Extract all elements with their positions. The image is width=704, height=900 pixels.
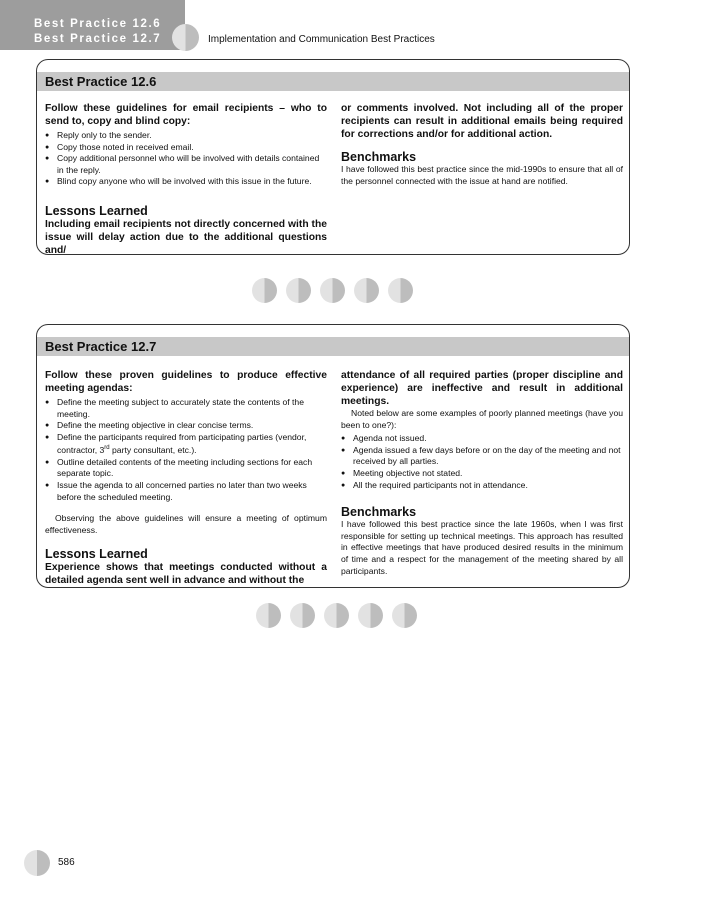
bp126-lessons-text-part-2: or comments involved. Not including all of the proper recipients can result in additional emails being required for corrections and/or for additional action.: [341, 103, 623, 140]
divider-circle-icon: [354, 278, 379, 303]
divider-circle-icon: [286, 278, 311, 303]
best-practice-12-6-box: [36, 59, 630, 255]
best-practice-12-7-box: [36, 324, 630, 588]
divider-circle-icon: [358, 603, 383, 628]
superscript: rd: [104, 445, 110, 452]
bp127-lessons-text-part-2: attendance of all required parties (proper discipline and experience) are ineffective and result in additional meetings.: [341, 370, 623, 407]
divider-circle-icon: [324, 603, 349, 628]
bp127-benchmarks-title: Benchmarks: [341, 505, 417, 520]
divider-circle-icon: [320, 278, 345, 303]
bp126-intro: Follow these guidelines for email recipients – who to send to, copy and blind copy:: [45, 103, 327, 127]
bullet-text: Define the participants required from participating parties (vendor, contractor, 3: [57, 431, 307, 456]
bp127-intro: Follow these proven guidelines to produce effective meeting agendas:: [45, 370, 327, 394]
bp127-left-column: [45, 369, 327, 587]
bp127-lessons-title: Lessons Learned: [45, 547, 148, 562]
section-divider: [252, 278, 413, 303]
bp126-left-column: [45, 102, 327, 257]
bullet-text: party consultant, etc.).: [109, 445, 197, 456]
header-tab-line-1: Best Practice 12.6: [34, 18, 162, 30]
bp127-benchmarks-text: I have followed this best practice since the late 1960s, when I was first responsible for setting up technical meetings. This approach has resulted in effective meetings that have produced desired results in the minimum of time and a respect for the management of the meeting shared by all participants.: [341, 519, 623, 576]
best-practice-12-7-heading: Best Practice 12.7: [37, 337, 629, 356]
list-item: ● Issue the agenda to all concerned parties no later than two weeks before the scheduled meeting.: [45, 480, 327, 503]
list-item: ● Reply only to the sender.: [45, 130, 327, 142]
bp127-examples-list: [341, 433, 623, 491]
bp126-lessons-text-part-1: Including email recipients not directly concerned with the issue will delay action due to the additional questions and/: [45, 218, 327, 256]
bp126-guideline-list: [45, 130, 327, 188]
header-circle-icon: [172, 24, 199, 51]
bp126-benchmarks-text: I have followed this best practice since the mid-1990s to ensure that all of the personnel connected with the issue at hand are notified.: [341, 164, 623, 186]
divider-circle-icon: [252, 278, 277, 303]
list-item: ● Outline detailed contents of the meeting including sections for each separate topic.: [45, 457, 327, 480]
list-item: ● Agenda not issued.: [341, 433, 623, 445]
list-item: ● Define the meeting objective in clear concise terms.: [45, 420, 327, 432]
best-practice-12-6-heading: Best Practice 12.6: [37, 72, 629, 91]
running-header-title: Implementation and Communication Best Practices: [208, 34, 435, 45]
bp127-right-column: [341, 369, 623, 577]
bp126-benchmarks-title: Benchmarks: [341, 150, 417, 164]
list-item: ● Define the meeting subject to accurately state the contents of the meeting.: [45, 397, 327, 420]
list-item: ● Blind copy anyone who will be involved with this issue in the future.: [45, 176, 327, 188]
bp126-right-column: [341, 102, 623, 187]
bp127-noted-text: Noted below are some examples of poorly planned meetings (have you been to one?):: [341, 408, 623, 430]
bp127-observing-text: Observing the above guidelines will ensure a meeting of optimum effectiveness.: [45, 513, 327, 535]
bp126-lessons-title: Lessons Learned: [45, 203, 148, 218]
list-item: ● Agenda issued a few days before or on the day of the meeting and not received by all parties.: [341, 445, 623, 468]
divider-circle-icon: [256, 603, 281, 628]
list-item: [45, 432, 327, 457]
header-tab-line-2: Best Practice 12.7: [34, 33, 162, 45]
page-number: 586: [58, 857, 75, 868]
list-item: ● All the required participants not in attendance.: [341, 480, 623, 492]
list-item: ● Meeting objective not stated.: [341, 468, 623, 480]
page-number-circle-icon: [24, 850, 50, 876]
list-item: ● Copy those noted in received email.: [45, 142, 327, 154]
bp127-lessons-text-part-1: Experience shows that meetings conducted without a detailed agenda sent well in advance and without the: [45, 562, 327, 587]
divider-circle-icon: [388, 278, 413, 303]
divider-circle-icon: [392, 603, 417, 628]
section-divider: [256, 603, 417, 628]
divider-circle-icon: [290, 603, 315, 628]
list-item: ● Copy additional personnel who will be involved with details contained in the reply.: [45, 153, 327, 176]
running-header-tab: [0, 0, 185, 50]
bp127-guideline-list: [45, 397, 327, 503]
